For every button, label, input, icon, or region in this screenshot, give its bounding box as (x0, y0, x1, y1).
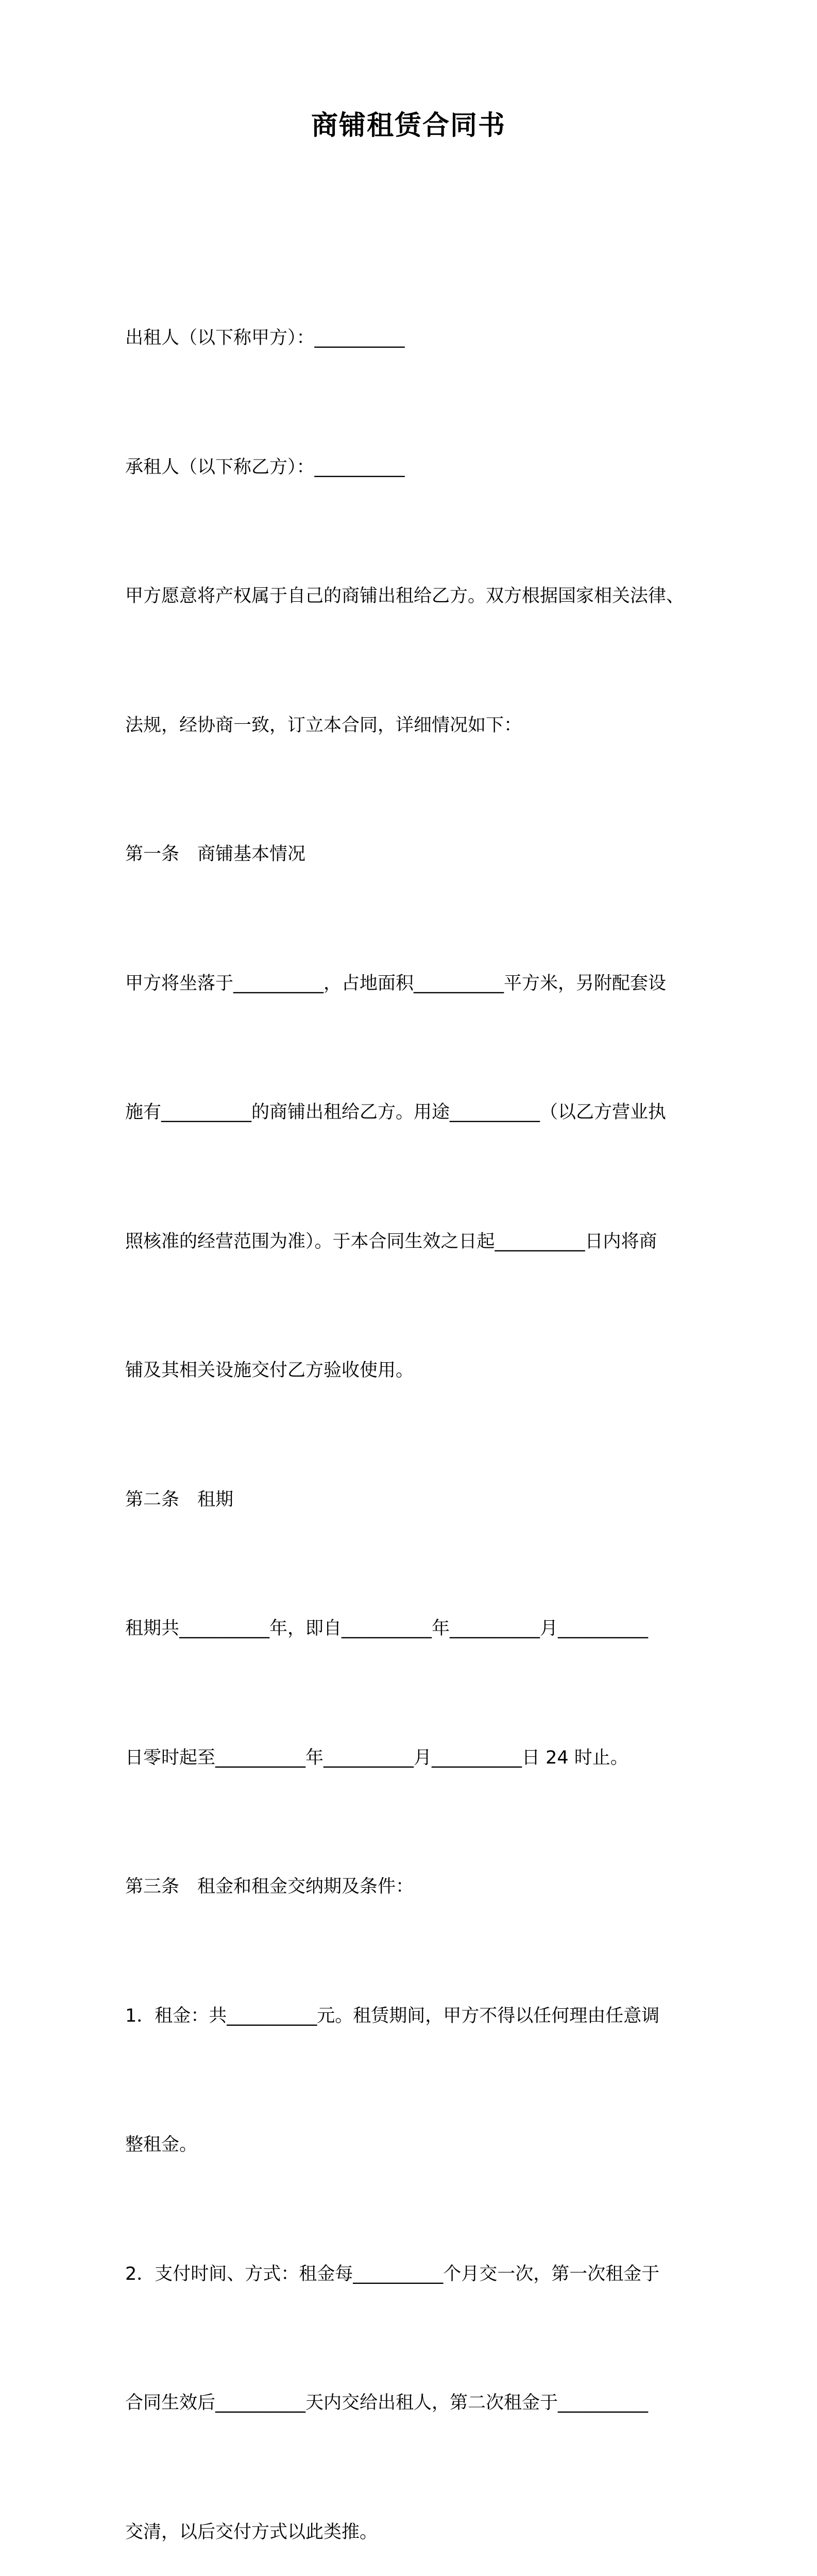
article-3-item-2-line-3: 交清，以后交付方式以此类推。 (125, 2521, 378, 2543)
lessee-line: 承租人（以下称乙方）：__________ (125, 456, 405, 478)
article-3-item-2-line-1: 2．支付时间、方式：租金每__________个月交一次，第一次租金于 (125, 2263, 660, 2284)
article-1-line-3: 照核准的经营范围为准）。于本合同生效之日起__________日内将商 (125, 1231, 657, 1252)
article-2-heading: 第二条 租期 (125, 1489, 234, 1510)
document-body (125, 231, 702, 2576)
article-2-line-2: 日零时起至__________年__________月__________日 24 时止。 (125, 1747, 628, 1768)
preamble-line-2: 法规，经协商一致，订立本合同，详细情况如下： (125, 715, 522, 736)
article-2-line-1: 租期共__________年，即自__________年__________月__________ (125, 1618, 649, 1639)
article-1-line-4: 铺及其相关设施交付乙方验收使用。 (125, 1360, 414, 1381)
article-1-heading: 第一条 商铺基本情况 (125, 844, 306, 865)
lessor-line: 出租人（以下称甲方）：__________ (125, 328, 405, 348)
article-3-item-1-line-2: 整租金。 (125, 2134, 198, 2155)
preamble-line-1: 甲方愿意将产权属于自己的商铺出租给乙方。双方根据国家相关法律、 (125, 586, 685, 606)
article-1-line-2: 施有__________的商铺出租给乙方。用途__________（以乙方营业执 (125, 1102, 667, 1123)
article-3-heading: 第三条 租金和租金交纳期及条件： (125, 1876, 414, 1897)
article-3-item-2-line-2: 合同生效后__________天内交给出租人，第二次租金于__________ (125, 2393, 649, 2413)
document-title: 商铺租赁合同书 (311, 110, 506, 141)
article-3-item-1-line-1: 1．租金：共__________元。租赁期间，甲方不得以任何理由任意调 (125, 2005, 660, 2026)
article-1-line-1: 甲方将坐落于__________，占地面积__________平方米，另附配套设 (125, 973, 667, 994)
